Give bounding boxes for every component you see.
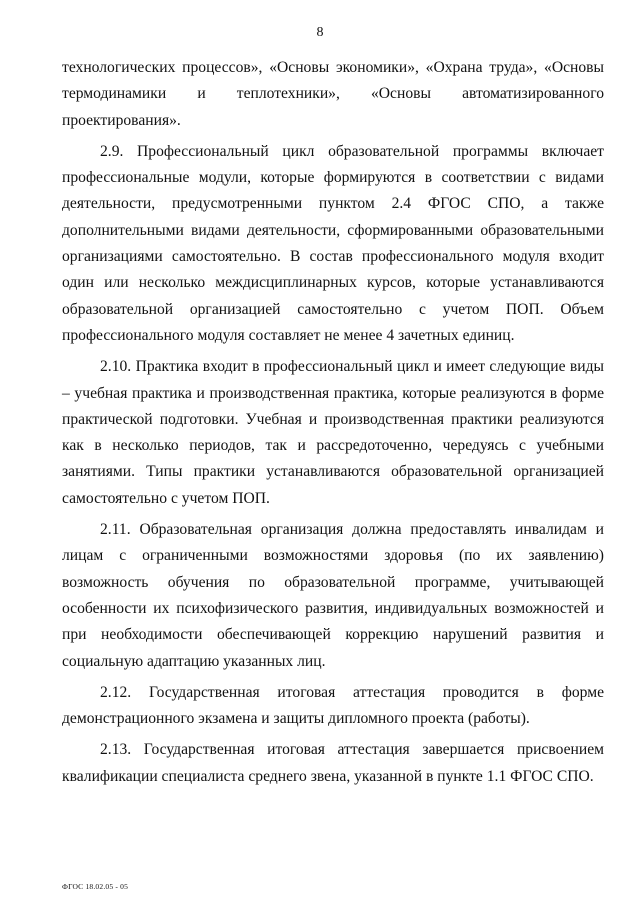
document-body — [62, 55, 604, 790]
page-number: 8 — [316, 25, 324, 40]
paragraph-2-12: 2.12. Государственная итоговая аттестация проводится в форме демонстрационного экзамена и защиты дипломного проекта (работы). — [62, 683, 604, 728]
paragraph-2-9: 2.9. Профессиональный цикл образовательной программы включает профессиональные модули, которые формируются в соответствии с видами деятельности, предусмотренными пунктом 2.4 ФГОС СПО, а также дополнительными видами деятельности, сформированными образовательными организациями самостоятельно. В состав профессионального модуля входит один или несколько междисциплинарных курсов, которые устанавливаются образовательной организацией самостоятельно с учетом ПОП. Объем профессионального модуля составляет не менее 4 зачетных единиц. — [62, 142, 604, 344]
paragraph-2-10: 2.10. Практика входит в профессиональный цикл и имеет следующие виды – учебная практика и производственная практика, которые реализуются в форме практической подготовки. Учебная и производственная практики реализуются как в несколько периодов, так и рассредоточенно, чередуясь с учебными занятиями. Типы практики устанавливаются образовательной организацией самостоятельно с учетом ПОП. — [62, 358, 604, 507]
paragraph-2-11: 2.11. Образовательная организация должна предоставлять инвалидам и лицам с ограниченными возможностями здоровья (по их заявлению) возможность обучения по образовательной программе, учитывающей особенности их психофизического развития, индивидуальных возможностей и при необходимости обеспечивающей коррекцию нарушений развития и социальную адаптацию указанных лиц. — [62, 521, 604, 670]
paragraph-2-13: 2.13. Государственная итоговая аттестация завершается присвоением квалификации специалиста среднего звена, указанной в пункте 1.1 ФГОС СПО. — [62, 741, 604, 785]
footer-document-code: ФГОС 18.02.05 - 05 — [62, 882, 129, 891]
paragraph-continuation: технологических процессов», «Основы экономики», «Охрана труда», «Основы термодинамики и теплотехники», «Основы автоматизированного проектирования». — [62, 59, 604, 129]
